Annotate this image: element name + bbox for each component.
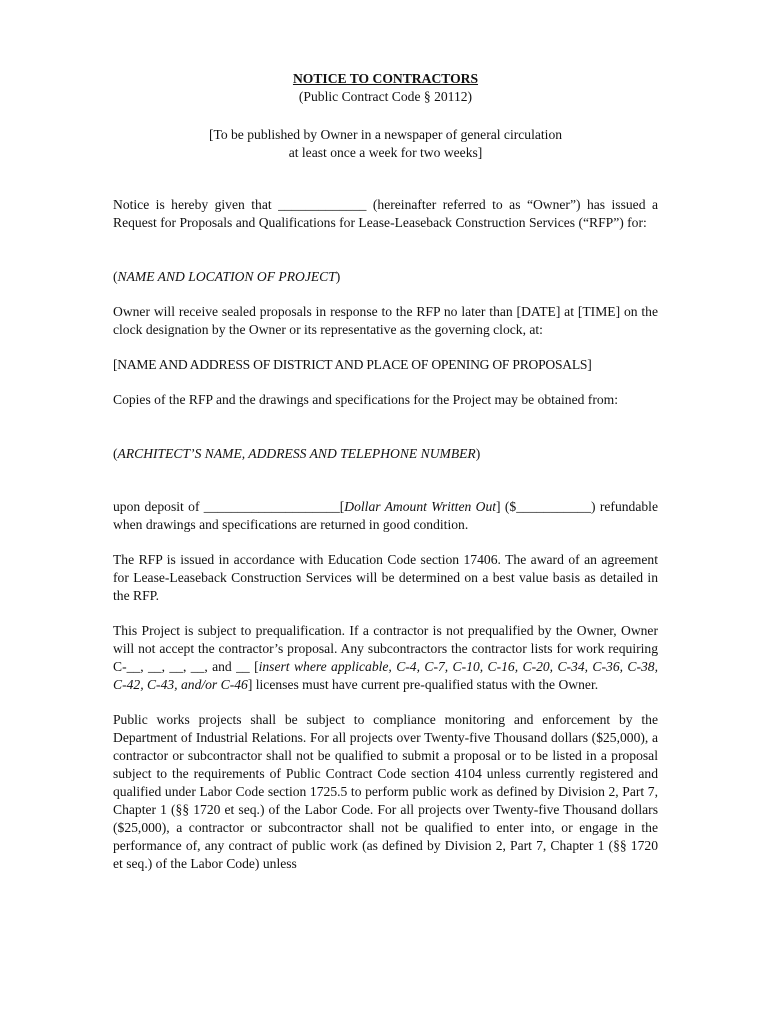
prequalification-paragraph: [113, 622, 658, 694]
license-list-placeholder: insert where applicable, C-4, C-7, C-10, C-16, C-20, C-34, C-36, C-38, C-42, C-43, and/or C-46: [113, 659, 658, 692]
deposit-text-end: ] ($___________) refundable when drawings and specifications are returned in good condition.: [113, 499, 658, 532]
deposit-text-start: upon deposit of ____________________[: [113, 499, 345, 514]
prequalification-text-end: ] licenses must have current pre-qualified status with the Owner.: [247, 677, 599, 692]
publication-note-line-2: at least once a week for two weeks]: [288, 145, 483, 160]
paren-close: ): [475, 446, 481, 461]
paren-open: (: [113, 446, 118, 461]
architect-text: ARCHITECT’S NAME, ADDRESS AND TELEPHONE NUMBER: [117, 446, 476, 461]
paren-open: (: [113, 269, 118, 284]
notice-paragraph: Notice is hereby given that _____________ (hereinafter referred to as “Owner”) has issued a Request for Proposals and Qualifications for Lease-Leaseback Construction Services (“RFP”) for:: [113, 197, 658, 230]
project-name-text: NAME AND LOCATION OF PROJECT: [117, 269, 336, 284]
document-subtitle: (Public Contract Code § 20112): [298, 89, 473, 104]
document-title: NOTICE TO CONTRACTORS: [292, 71, 479, 86]
architect-placeholder: [113, 445, 658, 463]
paren-close: ): [335, 269, 341, 284]
project-name-placeholder: [113, 268, 658, 286]
district-address-placeholder: [NAME AND ADDRESS OF DISTRICT AND PLACE OF OPENING OF PROPOSALS]: [113, 357, 592, 372]
document-header: [113, 70, 658, 106]
copies-paragraph: Copies of the RFP and the drawings and specifications for the Project may be obtained from:: [113, 392, 618, 407]
proposal-deadline-paragraph: Owner will receive sealed proposals in response to the RFP no later than [DATE] at [TIME] on the clock designation by the Owner or its representative as the governing clock, at:: [113, 304, 658, 337]
deposit-paragraph: [113, 498, 658, 534]
rfp-education-code-paragraph: The RFP is issued in accordance with Education Code section 17406. The award of an agreement for Lease-Leaseback Construction Services will be determined on a best value basis as detailed in the RFP.: [113, 552, 658, 603]
prequalification-text-start: This Project is subject to prequalification. If a contractor is not prequalified by the Owner, Owner will not accept the contractor’s proposal. Any subcontractors the contractor lists for work requiring C-__, __, __, __, and __ [: [113, 623, 658, 674]
public-works-paragraph: Public works projects shall be subject to compliance monitoring and enforcement by the Department of Industrial Relations. For all projects over Twenty-five Thousand dollars ($25,000), a contractor or subcontractor shall not be qualified to submit a proposal or to be listed in a proposal subject to the requirements of Public Contract Code section 4104 unless currently registered and qualified under Labor Code section 1725.5 to perform public work as defined by Division 2, Part 7, Chapter 1 (§§ 1720 et seq.) of the Labor Code. For all projects over Twenty-five Thousand dollars ($25,000), a contractor or subcontractor shall not be qualified to enter into, or engage in the performance of, any contract of public work (as defined by Division 2, Part 7, Chapter 1 (§§ 1720 et seq.) of the Labor Code) unless: [113, 712, 658, 871]
publication-note: [113, 126, 658, 162]
publication-note-line-1: [To be published by Owner in a newspaper of general circulation: [208, 127, 563, 142]
deposit-amount-placeholder: Dollar Amount Written Out: [344, 499, 497, 514]
